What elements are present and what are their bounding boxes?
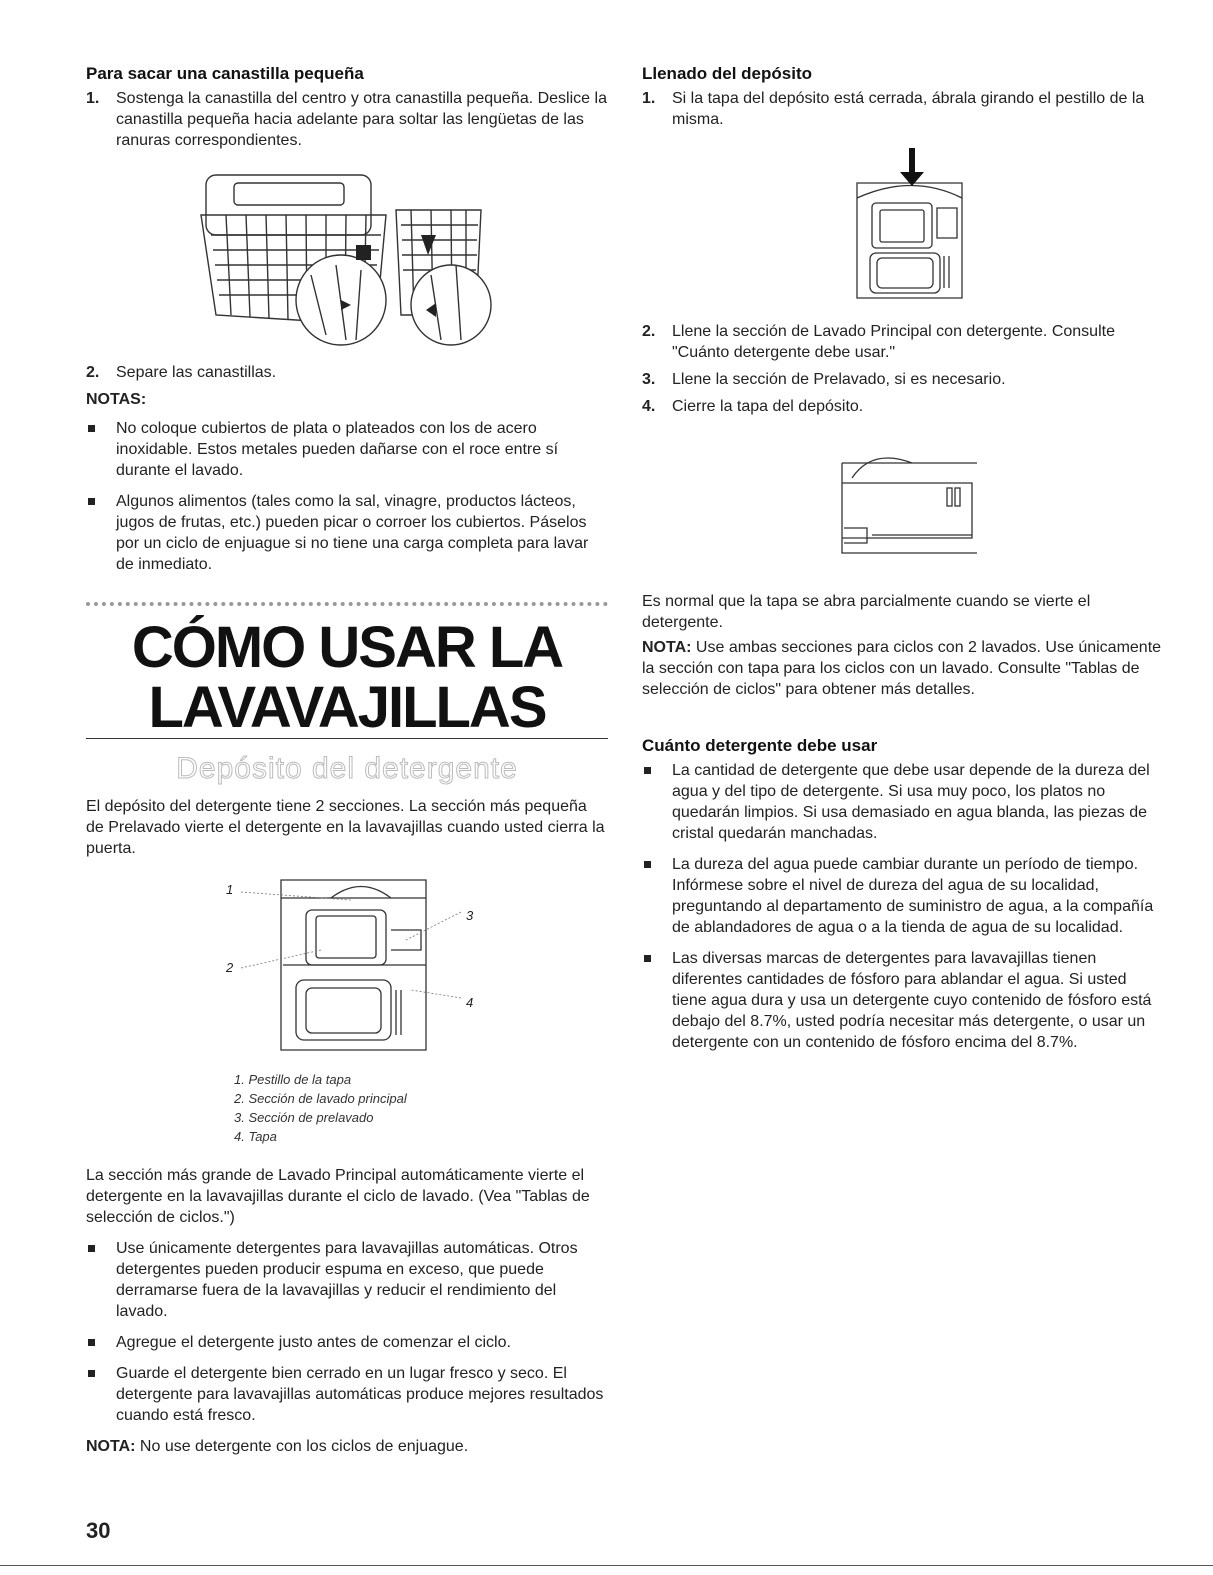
caption-item: 1. Pestillo de la tapa [234, 1072, 352, 1087]
list-item: 1. Sostenga la canastilla del centro y otra canastilla pequeña. Deslice la canastilla pequeña hacia adelante para soltar las lengüetas de las ranuras correspondientes. [86, 90, 607, 149]
partial-open-paragraph: Es normal que la tapa se abra parcialmente cuando se vierte el detergente. [642, 593, 1091, 631]
list-item: Algunos alimentos (tales como la sal, vinagre, productos lácteos, jugos de frutas, etc.) pueden picar o corroer los cubiertos. Páselos por un ciclo de enjuague si no tiene una carga completa para lavar de inmediato. [86, 491, 608, 575]
dispenser-intro: El depósito del detergente tiene 2 secciones. La sección más pequeña de Prelavado vierte el detergente en la lavavajillas cuando usted cierra la puerta. [86, 798, 605, 857]
small-basket-steps-2 [86, 362, 608, 383]
divider-dotted [86, 602, 608, 606]
list-item: Agregue el detergente justo antes de comenzar el ciclo. [86, 1332, 608, 1353]
notes-list [86, 418, 608, 575]
callout-2: 2 [226, 960, 234, 975]
list-item: Las diversas marcas de detergentes para lavavajillas tienen diferentes cantidades de fósforo para ablandar el agua. Si usted tiene agua dura y usa un detergente cuyo contenido de fósforo está debajo del 8.7%, usted podría necesitar más detergente, o usar un detergente con un contenido de fósforo encima del 8.7%. [642, 948, 1162, 1053]
callout-1: 1 [226, 882, 234, 897]
dispenser-captions [234, 1070, 407, 1146]
main-title: CÓMO USAR LA LAVAVAJILLAS [131, 615, 563, 740]
section-title: Depósito del detergente [176, 752, 518, 785]
page-number: 30 [86, 1518, 111, 1543]
list-item: 2. Llene la sección de Lavado Principal con detergente. Consulte "Cuánto detergente debe usar." [642, 323, 1115, 361]
fill-heading: Llenado del depósito [642, 64, 813, 83]
list-item: 4. Cierre la tapa del depósito. [642, 398, 864, 415]
small-basket-heading: Para sacar una canastilla pequeña [86, 64, 364, 83]
callout-3: 3 [466, 908, 474, 923]
amount-bullets [642, 760, 1162, 1053]
callout-4: 4 [466, 995, 474, 1010]
main-wash-paragraph: La sección más grande de Lavado Principal automáticamente vierte el detergente en la lavavajillas durante el ciclo de lavado. (Vea "Tablas de selección de ciclos.") [86, 1167, 590, 1226]
caption-item: 3. Sección de prelavado [234, 1110, 374, 1125]
rinse-note: NOTA: No use detergente con los ciclos de enjuague. [86, 1438, 469, 1455]
callout-leaders [231, 880, 474, 1010]
list-item: 2. Separe las canastillas. [86, 364, 277, 381]
caption-item: 4. Tapa [234, 1129, 277, 1144]
divider-rule [86, 738, 608, 739]
basket-illustration [196, 165, 496, 355]
caption-item: 2. Sección de lavado principal [234, 1091, 407, 1106]
small-basket-steps [86, 88, 608, 151]
fill-steps-1 [642, 88, 1162, 130]
fill-steps-2 [642, 321, 1162, 417]
page-bottom-rule [0, 1565, 1213, 1566]
list-item: 3. Llene la sección de Prelavado, si es necesario. [642, 371, 1006, 388]
list-item: La cantidad de detergente que debe usar depende de la dureza del agua y del tipo de detergente. Si usa muy poco, los platos no quedarán limpios. Si usa demasiado en agua blanda, las piezas de cristal quedarán manchadas. [642, 760, 1162, 844]
detergent-bullets [86, 1238, 608, 1426]
list-item: 1. Si la tapa del depósito está cerrada, ábrala girando el pestillo de la misma. [642, 90, 1145, 128]
notes-label: NOTAS: [86, 391, 147, 408]
list-item: La dureza del agua puede cambiar durante un período de tiempo. Infórmese sobre el nivel de dureza del agua de su localidad, preguntando al departamento de suministro de agua, a la compañía de ablandadores de agua o a la tienda de agua de su localidad. [642, 854, 1162, 938]
list-item: Guarde el detergente bien cerrado en un lugar fresco y seco. El detergente para lavavajillas automáticas produce mejores resultados cuando está fresco. [86, 1363, 608, 1426]
two-wash-note: NOTA: Use ambas secciones para ciclos con 2 lavados. Use únicamente la sección con tapa para los ciclos con un lavado. Consulte "Tablas de selección de ciclos" para obtener más detalles. [642, 639, 1162, 698]
list-item: Use únicamente detergentes para lavavajillas automáticas. Otros detergentes pueden producir espuma en exceso, que puede derramarse fuera de la lavavajillas y reducir el rendimiento del lavado. [86, 1238, 608, 1322]
dispenser-closed-illustration [832, 443, 982, 558]
amount-heading: Cuánto detergente debe usar [642, 736, 878, 755]
dispenser-open-illustration [852, 148, 977, 303]
list-item: No coloque cubiertos de plata o plateados con los de acero inoxidable. Estos metales pueden dañarse con el roce entre sí durante el lavado. [86, 418, 608, 481]
